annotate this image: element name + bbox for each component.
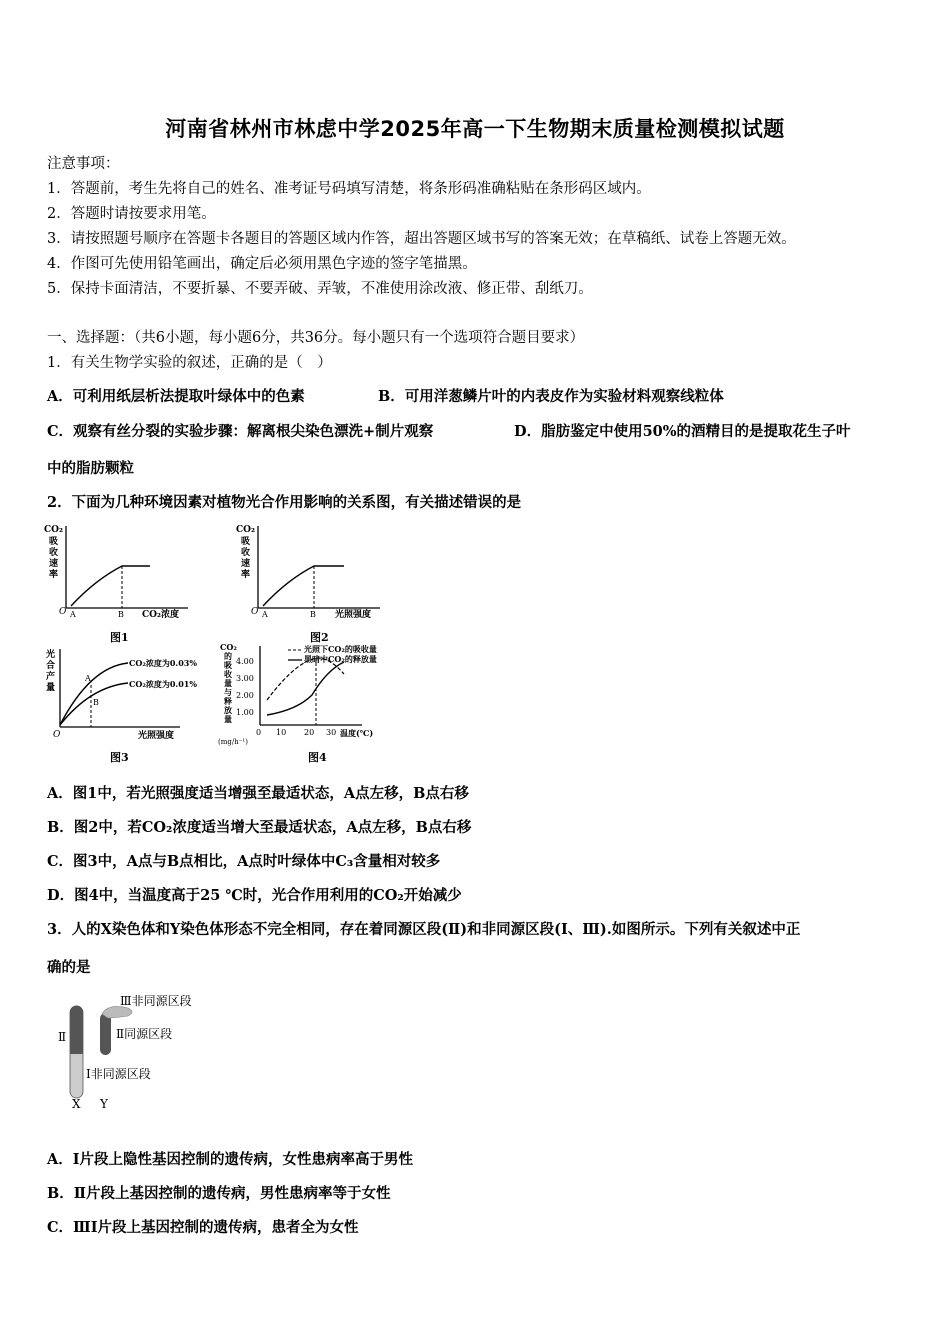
label-segment-i: Ⅰ非同源区段 [86, 1067, 151, 1081]
svg-text:10: 10 [276, 728, 287, 737]
fig4-light-curve [267, 658, 344, 700]
svg-text:0: 0 [256, 728, 262, 737]
fig2-ylabel: CO₂ [236, 525, 255, 535]
fig1-caption: 图1 [110, 631, 129, 644]
fig4-unit: (mg/h⁻¹) [218, 738, 248, 746]
y-chromosome [100, 1013, 111, 1055]
fig3-caption: 图3 [110, 751, 129, 764]
notice-heading: 注意事项： [47, 156, 120, 172]
svg-text:O: O [251, 607, 259, 617]
svg-text:1.00: 1.00 [236, 708, 254, 717]
fig4-caption: 图4 [308, 751, 327, 764]
q1-option-d: D．脂肪鉴定中使用50%的酒精目的是提取花生子叶 [514, 423, 851, 440]
svg-text:收: 收 [49, 548, 59, 558]
svg-text:放: 放 [224, 705, 232, 715]
q3-option-c: C．ⅢⅠ片段上基因控制的遗传病，患者全为女性 [47, 1219, 359, 1236]
question-1-stem: 1．有关生物学实验的叙述，正确的是（ ） [47, 355, 332, 371]
svg-text:速: 速 [241, 559, 251, 569]
question-3-stem-cont: 确的是 [47, 959, 91, 976]
fig1-xlabel: CO₂浓度 [142, 610, 179, 620]
notice-item: 1．答题前，考生先将自己的姓名、准考证号码填写清楚，将条形码准确粘贴在条形码区域内。 [47, 181, 651, 197]
fig2-xlabel: 光照强度 [335, 610, 372, 620]
notice-item: 5．保持卡面清洁，不要折暴、不要弄破、弄皱，不准使用涂改液、修正带、刮纸刀。 [47, 281, 593, 297]
question-3-stem: 3．人的X染色体和Y染色体形态不完全相同，存在着同源区段(Ⅱ)和非同源区段(Ⅰ、Ⅲ).如图所示。下列有关叙述中正 [47, 921, 801, 938]
svg-text:率: 率 [241, 570, 251, 580]
label-x: X [72, 1097, 81, 1111]
q2-option-c: C．图3中，A点与B点相比，A点时叶绿体中C₃含量相对较多 [47, 853, 441, 870]
svg-text:吸: 吸 [241, 537, 251, 547]
svg-text:吸: 吸 [49, 537, 59, 547]
fig3-curve1-label: CO₂浓度为0.03% [129, 658, 197, 668]
svg-text:O: O [59, 607, 67, 617]
fig4-legend-dark: 黑暗中CO₂的释放量 [304, 654, 377, 664]
notice-item: 3．请按照题号顺序在答题卡各题目的答题区域内作答，超出答题区域书写的答案无效；在草稿纸、试卷上答题无效。 [47, 231, 796, 247]
svg-text:产: 产 [46, 672, 56, 682]
svg-text:量: 量 [224, 678, 232, 688]
svg-text:收: 收 [224, 669, 232, 679]
q1-option-b: B．可用洋葱鳞片叶的内表皮作为实验材料观察线粒体 [378, 388, 724, 405]
svg-text:A: A [262, 610, 268, 619]
q1-option-d-cont: 中的脂肪颗粒 [47, 460, 134, 477]
q3-option-a: A．Ⅰ片段上隐性基因控制的遗传病，女性患病率高于男性 [47, 1151, 414, 1168]
question-2-stem: 2．下面为几种环境因素对植物光合作用影响的关系图，有关描述错误的是 [47, 494, 522, 511]
svg-text:2.00: 2.00 [236, 691, 254, 700]
notice-item: 4．作图可先使用铅笔画出，确定后必须用黑色字迹的签字笔描黑。 [47, 256, 477, 272]
fig4-ylabel: CO₂ [220, 642, 237, 652]
fig1-curve [71, 566, 150, 606]
svg-text:B: B [118, 610, 124, 619]
q2-option-b: B．图2中，若CO₂浓度适当增大至最适状态，A点左移，B点右移 [47, 819, 472, 836]
svg-text:量: 量 [46, 683, 56, 693]
q3-option-b: B．Ⅱ片段上基因控制的遗传病，男性患病率等于女性 [47, 1185, 391, 1202]
svg-text:与: 与 [224, 687, 232, 697]
fig2-caption: 图2 [310, 631, 329, 644]
fig4-legend-light: 光照下CO₂的吸收量 [304, 644, 377, 654]
svg-text:A: A [85, 674, 91, 683]
figure-3 [40, 645, 220, 770]
svg-text:30: 30 [326, 728, 337, 737]
label-segment-ii: Ⅱ同源区段 [116, 1027, 173, 1041]
q1-option-c: C．观察有丝分裂的实验步骤：解离根尖染色漂洗+制片观察 [47, 423, 434, 440]
fig3-ylabel: 光 [46, 650, 56, 660]
svg-text:收: 收 [241, 548, 251, 558]
label-ii-left: Ⅱ [58, 1030, 67, 1044]
svg-text:3.00: 3.00 [236, 674, 254, 683]
fig1-ylabel: CO₂ [44, 525, 63, 535]
svg-text:4.00: 4.00 [236, 657, 254, 666]
notice-item: 2．答题时请按要求用笔。 [47, 206, 216, 222]
svg-text:B: B [310, 610, 316, 619]
xy-chromosome-figure [50, 988, 250, 1113]
svg-text:A: A [70, 610, 76, 619]
fig3-xlabel: 光照强度 [138, 731, 175, 741]
svg-text:合: 合 [46, 661, 56, 671]
svg-text:20: 20 [304, 728, 315, 737]
label-y: Y [100, 1097, 108, 1111]
q2-option-a: A．图1中，若光照强度适当增强至最适状态，A点左移，B点右移 [47, 785, 469, 802]
label-segment-iii: Ⅲ非同源区段 [120, 994, 192, 1008]
svg-text:吸: 吸 [224, 660, 232, 670]
q2-option-d: D．图4中，当温度高于25 ℃时，光合作用利用的CO₂开始减少 [47, 887, 462, 904]
fig4-xlabel: 温度(℃) [340, 728, 374, 738]
fig2-curve [263, 566, 344, 606]
fig4-dark-curve [267, 662, 344, 715]
figure-2 [232, 520, 402, 648]
svg-text:的: 的 [224, 651, 232, 661]
svg-text:释: 释 [224, 696, 232, 706]
figure-4 [212, 640, 392, 770]
figure-1 [40, 520, 210, 648]
svg-text:率: 率 [49, 570, 59, 580]
page-title: 河南省林州市林虑中学2025年高一下生物期末质量检测模拟试题 [165, 117, 785, 141]
section-heading: 一、选择题：（共6小题，每小题6分，共36分。每小题只有一个选项符合题目要求） [47, 330, 585, 346]
q1-option-a: A．可利用纸层析法提取叶绿体中的色素 [47, 388, 305, 405]
svg-text:O: O [53, 730, 61, 740]
svg-text:速: 速 [49, 559, 59, 569]
fig3-curve2-label: CO₂浓度为0.01% [129, 679, 197, 689]
svg-text:B: B [93, 698, 99, 707]
svg-text:量: 量 [224, 714, 232, 724]
